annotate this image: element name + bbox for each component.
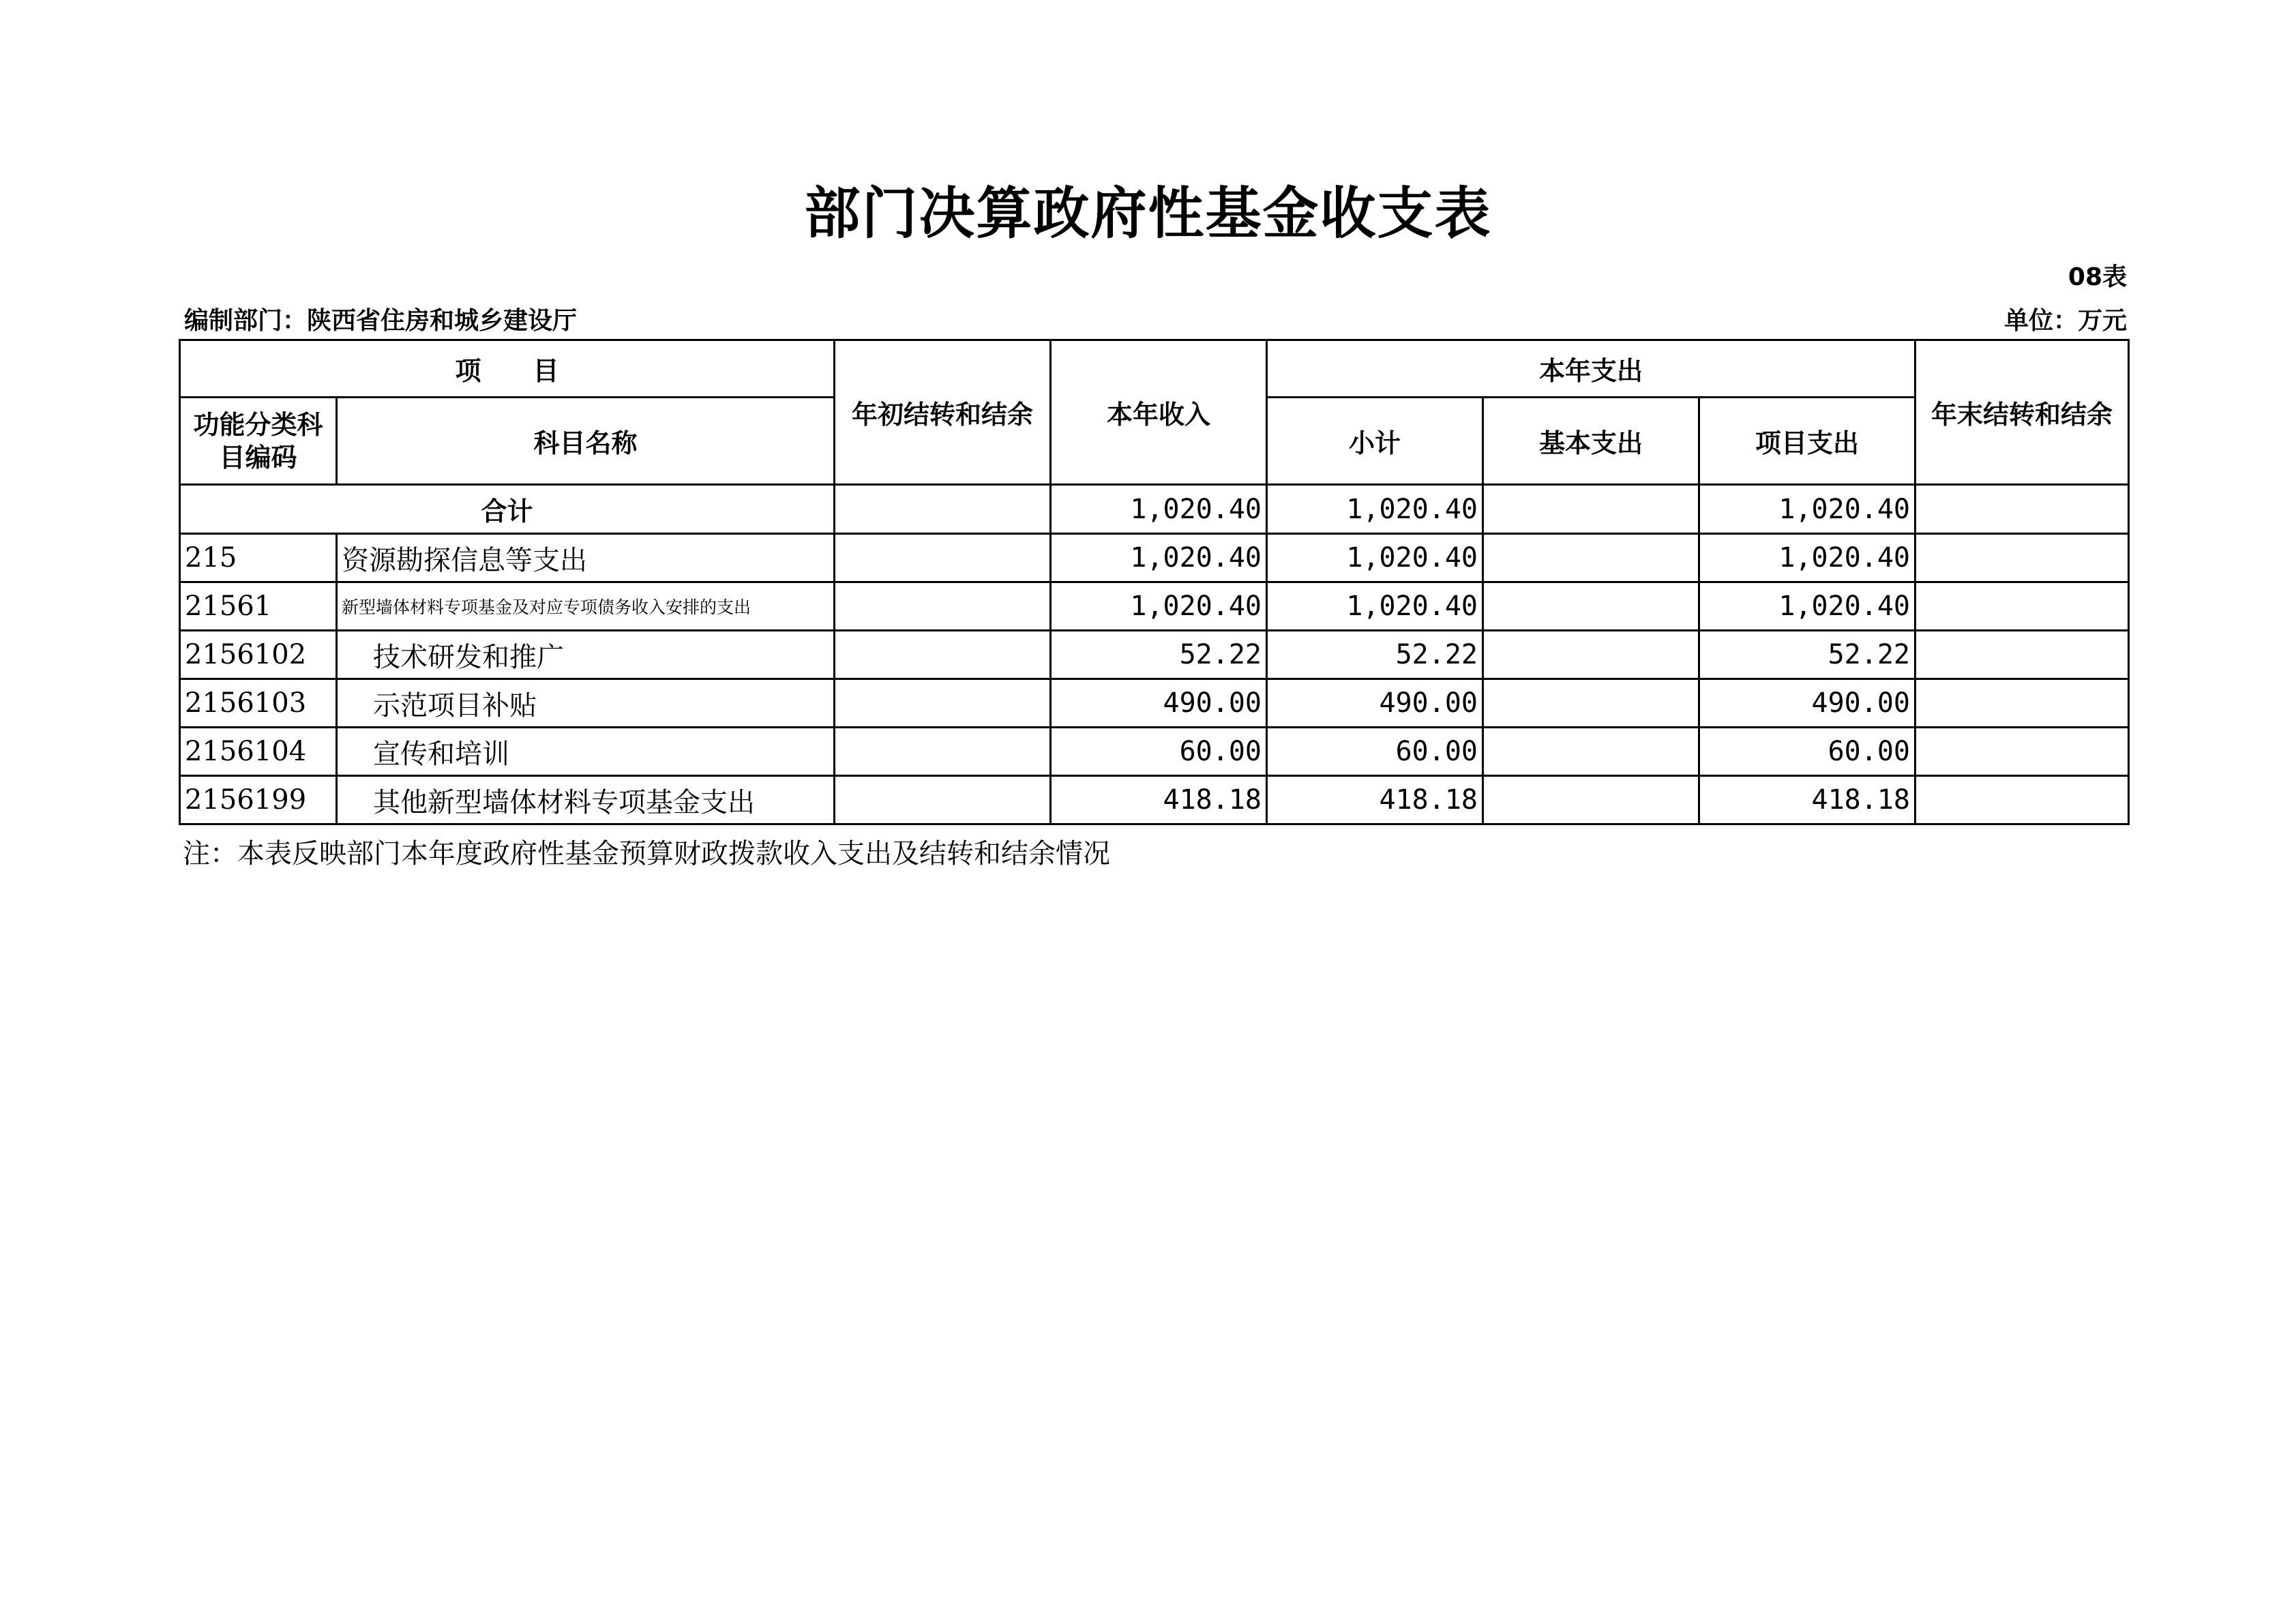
total-label: 合计 — [180, 485, 835, 534]
row-subtotal: 490.00 — [1267, 679, 1483, 728]
row-code: 215 — [180, 534, 337, 582]
row-subtotal: 1,020.40 — [1267, 582, 1483, 631]
row-subtotal: 52.22 — [1267, 631, 1483, 679]
total-row — [180, 485, 2129, 534]
row-project: 1,020.40 — [1699, 582, 1915, 631]
header-row-1 — [180, 340, 2129, 398]
row-begin — [835, 582, 1051, 631]
row-subtotal: 60.00 — [1267, 728, 1483, 776]
total-end — [1915, 485, 2129, 534]
row-code: 2156103 — [180, 679, 337, 728]
table-row — [180, 728, 2129, 776]
header-expense: 本年支出 — [1267, 340, 1915, 398]
row-basic — [1483, 534, 1699, 582]
row-project: 490.00 — [1699, 679, 1915, 728]
page-title: 部门决算政府性基金收支表 — [804, 181, 1492, 246]
row-code: 2156104 — [180, 728, 337, 776]
row-end — [1915, 728, 2129, 776]
header-name: 科目名称 — [337, 398, 835, 485]
table-number: 08表 — [2068, 263, 2127, 291]
row-begin — [835, 534, 1051, 582]
header-subtotal: 小计 — [1267, 398, 1483, 485]
row-income: 490.00 — [1051, 679, 1267, 728]
header-income: 本年收入 — [1051, 340, 1267, 485]
row-begin — [835, 631, 1051, 679]
row-end — [1915, 679, 2129, 728]
row-code: 21561 — [180, 582, 337, 631]
table-row — [180, 679, 2129, 728]
row-begin — [835, 679, 1051, 728]
row-project: 52.22 — [1699, 631, 1915, 679]
table-row — [180, 631, 2129, 679]
row-income: 52.22 — [1051, 631, 1267, 679]
row-project: 418.18 — [1699, 776, 1915, 824]
fund-table — [179, 339, 2130, 825]
row-code: 2156102 — [180, 631, 337, 679]
row-basic — [1483, 679, 1699, 728]
header-begin-balance: 年初结转和结余 — [835, 340, 1051, 485]
row-name: 宣传和培训 — [337, 728, 835, 776]
unit-label: 单位：万元 — [2003, 307, 2127, 335]
row-name: 其他新型墙体材料专项基金支出 — [337, 776, 835, 824]
total-project: 1,020.40 — [1699, 485, 1915, 534]
row-basic — [1483, 728, 1699, 776]
row-end — [1915, 631, 2129, 679]
row-name: 资源勘探信息等支出 — [337, 534, 835, 582]
header-code: 功能分类科目编码 — [180, 398, 337, 485]
row-name: 示范项目补贴 — [337, 679, 835, 728]
header-project: 项目支出 — [1699, 398, 1915, 485]
total-income: 1,020.40 — [1051, 485, 1267, 534]
row-income: 418.18 — [1051, 776, 1267, 824]
row-subtotal: 1,020.40 — [1267, 534, 1483, 582]
total-subtotal: 1,020.40 — [1267, 485, 1483, 534]
row-end — [1915, 776, 2129, 824]
row-basic — [1483, 582, 1699, 631]
header-item: 项 目 — [180, 340, 835, 398]
header-end-balance: 年末结转和结余 — [1915, 340, 2129, 485]
table-note: 注：本表反映部门本年度政府性基金预算财政拨款收入支出及结转和结余情况 — [183, 838, 1110, 869]
row-basic — [1483, 776, 1699, 824]
row-basic — [1483, 631, 1699, 679]
table-row — [180, 534, 2129, 582]
row-income: 60.00 — [1051, 728, 1267, 776]
table-row — [180, 776, 2129, 824]
department-label: 编制部门：陕西省住房和城乡建设厅 — [184, 307, 578, 335]
row-name: 技术研发和推广 — [337, 631, 835, 679]
row-end — [1915, 582, 2129, 631]
row-project: 1,020.40 — [1699, 534, 1915, 582]
table-row — [180, 582, 2129, 631]
row-income: 1,020.40 — [1051, 534, 1267, 582]
row-income: 1,020.40 — [1051, 582, 1267, 631]
total-basic — [1483, 485, 1699, 534]
row-begin — [835, 728, 1051, 776]
header-basic: 基本支出 — [1483, 398, 1699, 485]
row-project: 60.00 — [1699, 728, 1915, 776]
row-subtotal: 418.18 — [1267, 776, 1483, 824]
total-begin — [835, 485, 1051, 534]
row-begin — [835, 776, 1051, 824]
row-end — [1915, 534, 2129, 582]
row-name: 新型墙体材料专项基金及对应专项债务收入安排的支出 — [337, 582, 835, 631]
row-code: 2156199 — [180, 776, 337, 824]
